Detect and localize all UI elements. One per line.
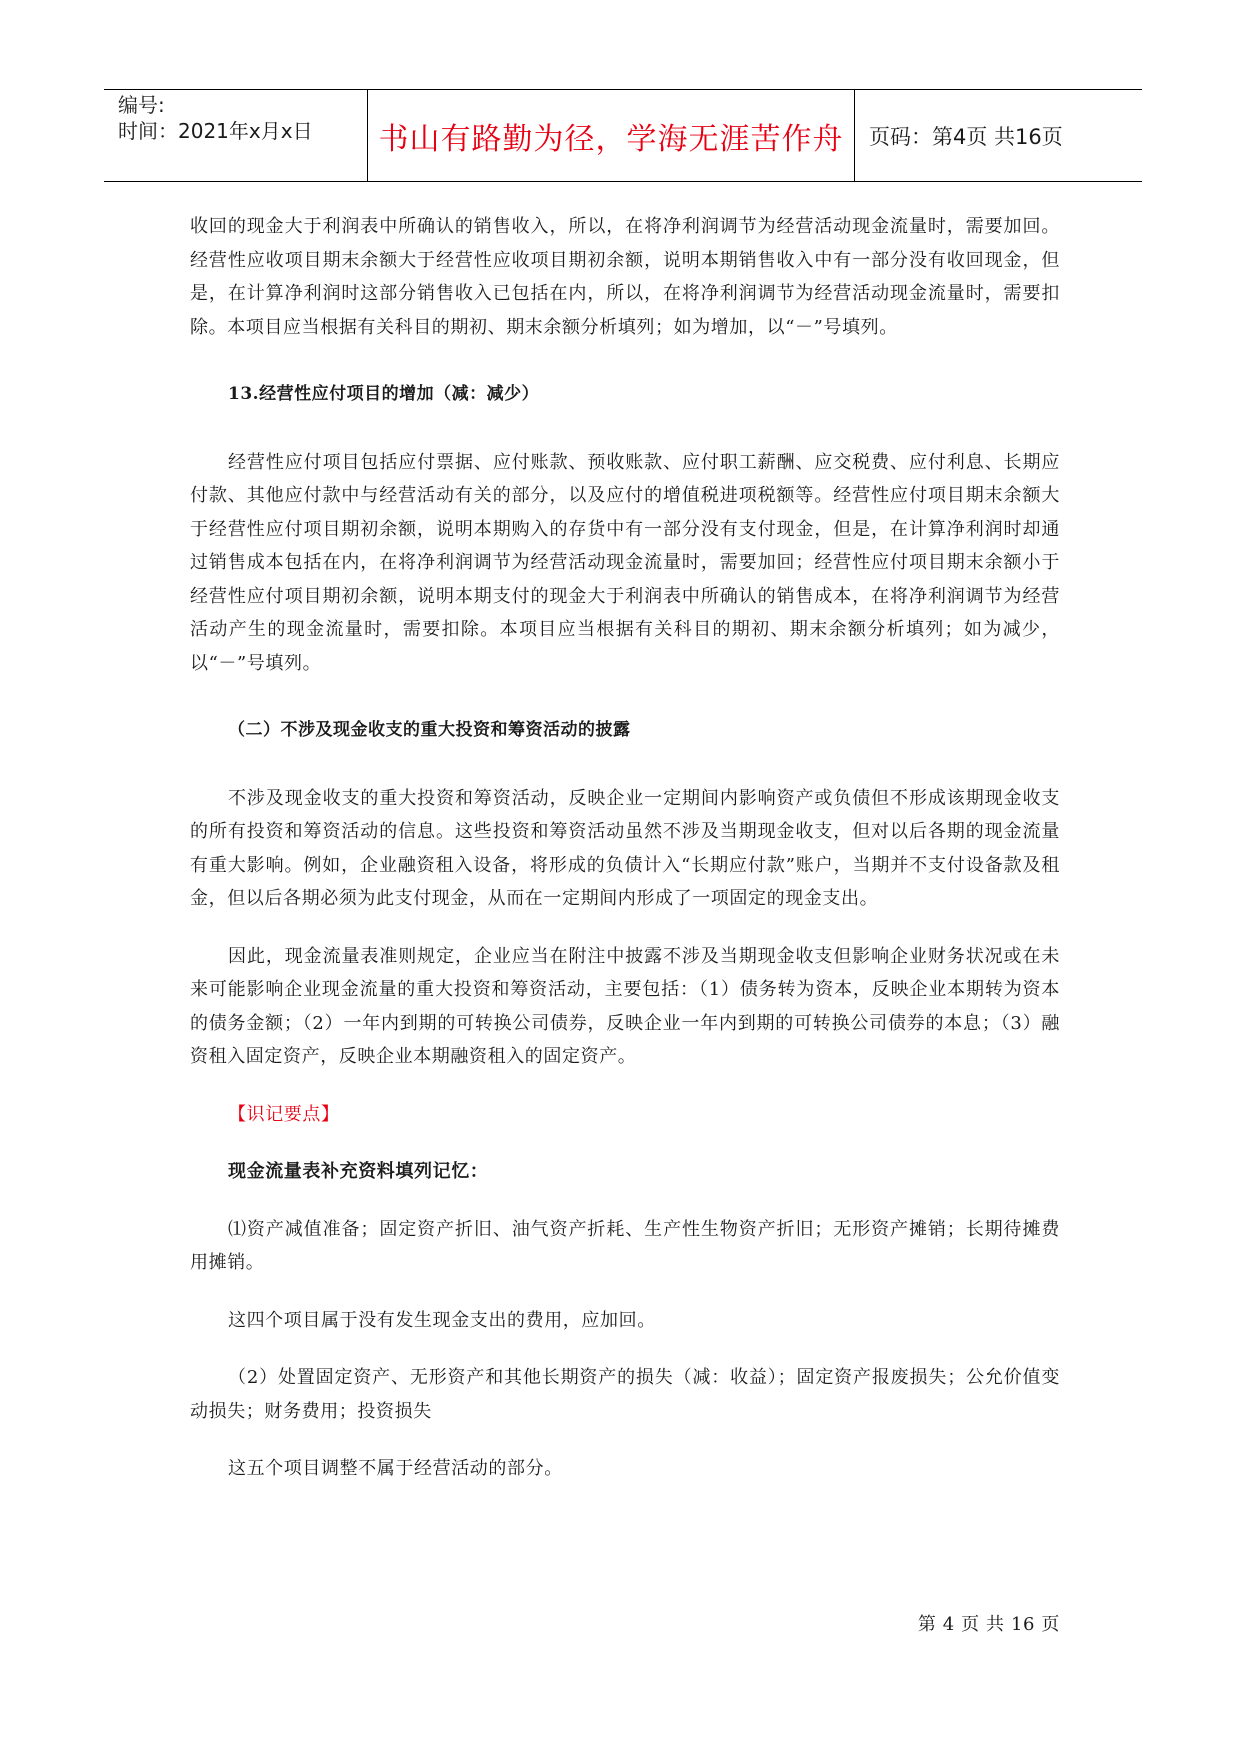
- paragraph-2b: 因此，现金流量表准则规定，企业应当在附注中披露不涉及当期现金收支但影响企业财务状况或在未来可能影响企业现金流量的重大投资和筹资活动，主要包括：（1）债务转为资本，反映企业本期转为资本的债务金额；（2）一年内到期的可转换公司债券，反映企业一年内到期的可转换公司债券的本息；（3）融资租入固定资产，反映企业本期融资租入的固定资产。: [190, 945, 1060, 1067]
- section-heading-2: （二）不涉及现金收支的重大投资和筹资活动的披露: [228, 720, 631, 740]
- header-page-info: 页码：第4页 共16页: [869, 124, 1063, 149]
- page-footer: 第 4 页 共 16 页: [917, 1614, 1060, 1635]
- memo-item-1: ⑴资产减值准备；固定资产折旧、油气资产折耗、生产性生物资产折旧；无形资产摊销；长期待摊费用摊销。: [190, 1218, 1060, 1273]
- section-heading-13: 13.经营性应付项目的增加（减：减少）: [228, 384, 540, 404]
- document-body: [190, 210, 1060, 1486]
- time-label: 时间：2021年x月x日: [118, 119, 313, 143]
- paragraph-continued: 收回的现金大于利润表中所确认的销售收入，所以，在将净利润调节为经营活动现金流量时，需要加回。经营性应收项目期末余额大于经营性应收项目期初余额，说明本期销售收入中有一部分没有收回现金，但是，在计算净利润时这部分销售收入已包括在内，所以，在将净利润调节为经营活动现金流量时，需要扣除。本项目应当根据有关科目的期初、期末余额分析填列；如为增加，以“－”号填列。: [190, 216, 1060, 338]
- paragraph-2a: 不涉及现金收支的重大投资和筹资活动，反映企业一定期间内影响资产或负债但不形成该期现金收支的所有投资和筹资活动的信息。这些投资和筹资活动虽然不涉及当期现金收支，但对以后各期的现金流量有重大影响。例如，企业融资租入设备，将形成的负债计入“长期应付款”账户，当期并不支付设备款及租金，但以后各期必须为此支付现金，从而在一定期间内形成了一项固定的现金支出。: [190, 787, 1060, 909]
- number-label: 编号:: [118, 93, 165, 117]
- header-motto: 书山有路勤为径，学海无涯苦作舟: [368, 90, 855, 181]
- memo-title: 现金流量表补充资料填列记忆：: [228, 1161, 489, 1182]
- memo-item-2: （2）处置固定资产、无形资产和其他长期资产的损失（减：收益）；固定资产报废损失；公允价值变动损失；财务费用；投资损失: [190, 1367, 1060, 1422]
- memo-note-2: 这五个项目调整不属于经营活动的部分。: [228, 1458, 563, 1479]
- memo-note-1: 这四个项目属于没有发生现金支出的费用，应加回。: [228, 1309, 656, 1331]
- paragraph-13: 经营性应付项目包括应付票据、应付账款、预收账款、应付职工薪酬、应交税费、应付利息、长期应付款、其他应付款中与经营活动有关的部分，以及应付的增值税进项税额等。经营性应付项目期末余额大于经营性应付项目期初余额，说明本期购入的存货中有一部分没有支付现金，但是，在计算净利润时却通过销售成本包括在内，在将净利润调节为经营活动现金流量时，需要加回；经营性应付项目期末余额小于经营性应付项目期初余额，说明本期支付的现金大于利润表中所确认的销售成本，在将净利润调节为经营活动产生的现金流量时，需要扣除。本项目应当根据有关科目的期初、期末余额分析填列；如为减少，以“－”号填列。: [190, 451, 1060, 674]
- key-points-label: 【识记要点】: [228, 1103, 340, 1125]
- page-header: [104, 89, 1142, 182]
- header-meta: [104, 90, 368, 181]
